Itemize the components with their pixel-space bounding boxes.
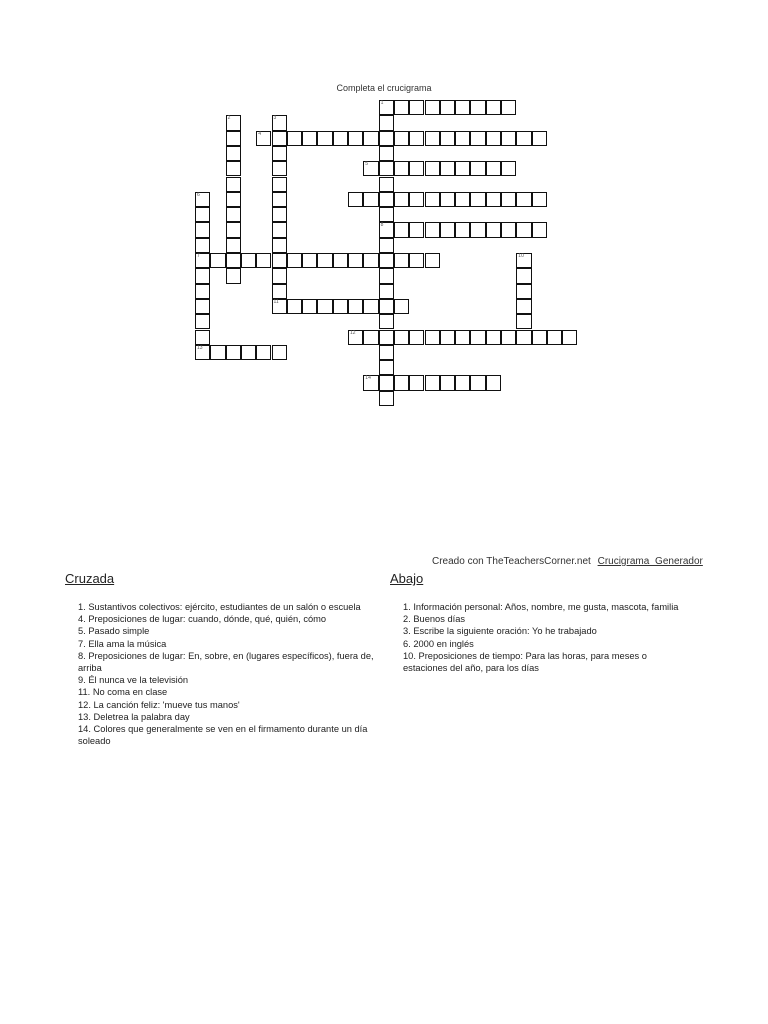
grid-cell[interactable]	[409, 375, 424, 390]
clue-item: 8. Preposiciones de lugar: En, sobre, en (lugares específicos), fuera de, arriba	[78, 650, 374, 674]
grid-cell[interactable]	[425, 375, 440, 390]
grid-cell[interactable]	[195, 192, 210, 207]
grid-cell[interactable]	[425, 253, 440, 268]
grid-cell[interactable]	[272, 177, 287, 192]
clue-item: 3. Escribe la siguiente oración: Yo he trabajado	[403, 626, 597, 637]
clue-number: 7	[197, 253, 200, 259]
grid-cell[interactable]	[272, 268, 287, 283]
grid-cell[interactable]	[226, 253, 241, 268]
grid-cell[interactable]	[470, 161, 485, 176]
clue-item: 4. Preposiciones de lugar: cuando, dónde, qué, quién, cómo	[78, 614, 327, 625]
grid-cell[interactable]	[317, 253, 332, 268]
grid-cell[interactable]	[379, 314, 394, 329]
clue-number: 11	[273, 298, 279, 305]
grid-cell[interactable]	[272, 161, 287, 176]
grid-cell[interactable]	[287, 253, 302, 268]
grid-cell[interactable]	[501, 330, 516, 345]
down-clue-list	[403, 601, 693, 674]
grid-cell[interactable]	[394, 192, 409, 207]
clue-item: 6. 2000 en inglés	[403, 638, 474, 649]
grid-cell[interactable]	[394, 375, 409, 390]
clue-item: 10. Preposiciones de tiempo: Para las horas, para meses o estaciones del año, para los días	[403, 650, 647, 674]
grid-cell[interactable]	[516, 314, 531, 329]
grid-cell[interactable]	[256, 131, 271, 146]
grid-cell[interactable]	[379, 391, 394, 406]
grid-cell[interactable]	[425, 330, 440, 345]
grid-cell[interactable]	[486, 222, 501, 237]
grid-cell[interactable]	[302, 131, 317, 146]
grid-cell[interactable]	[226, 345, 241, 360]
grid-cell[interactable]	[455, 100, 470, 115]
crossword-grid	[0, 0, 768, 420]
clue-item: 1. Información personal: Años, nombre, me gusta, mascota, familia	[403, 602, 679, 612]
grid-cell[interactable]	[394, 131, 409, 146]
grid-cell[interactable]	[272, 284, 287, 299]
grid-cell[interactable]	[302, 253, 317, 268]
grid-cell[interactable]	[302, 299, 317, 314]
grid-cell[interactable]	[226, 207, 241, 222]
clue-number: 10	[518, 253, 524, 259]
grid-cell[interactable]	[455, 222, 470, 237]
grid-cell[interactable]	[470, 100, 485, 115]
grid-cell[interactable]	[272, 238, 287, 253]
grid-cell[interactable]	[394, 253, 409, 268]
grid-cell[interactable]	[272, 146, 287, 161]
grid-cell[interactable]	[226, 161, 241, 176]
grid-cell[interactable]	[226, 268, 241, 283]
clue-item: 14. Colores que generalmente se ven en el firmamento durante un día soleado	[78, 724, 368, 747]
grid-cell[interactable]	[348, 299, 363, 314]
grid-cell[interactable]	[348, 192, 363, 207]
grid-cell[interactable]	[256, 345, 271, 360]
grid-cell[interactable]	[455, 375, 470, 390]
grid-cell[interactable]	[348, 330, 363, 345]
grid-cell[interactable]	[409, 192, 424, 207]
grid-cell[interactable]	[379, 100, 394, 115]
grid-cell[interactable]	[440, 131, 455, 146]
grid-cell[interactable]	[379, 207, 394, 222]
clue-number: 4	[258, 130, 261, 137]
grid-cell[interactable]	[516, 299, 531, 314]
grid-cell[interactable]	[501, 100, 516, 115]
grid-cell[interactable]	[379, 253, 394, 268]
grid-cell[interactable]	[486, 330, 501, 345]
grid-cell[interactable]	[455, 330, 470, 345]
grid-cell[interactable]	[516, 192, 531, 207]
grid-cell[interactable]	[409, 253, 424, 268]
grid-cell[interactable]	[501, 131, 516, 146]
grid-cell[interactable]	[333, 253, 348, 268]
grid-cell[interactable]	[241, 345, 256, 360]
grid-cell[interactable]	[470, 222, 485, 237]
grid-cell[interactable]	[195, 330, 210, 345]
credit-text: Creado con TheTeachersCorner.net	[432, 556, 591, 567]
clue-item: 11. No coma en clase	[78, 687, 168, 698]
grid-cell[interactable]	[379, 268, 394, 283]
grid-cell[interactable]	[379, 161, 394, 176]
clue-number: 6	[197, 191, 200, 198]
grid-cell[interactable]	[394, 299, 409, 314]
grid-cell[interactable]	[210, 253, 225, 268]
grid-cell[interactable]	[195, 314, 210, 329]
grid-cell[interactable]	[425, 161, 440, 176]
grid-cell[interactable]	[363, 330, 378, 345]
grid-cell[interactable]	[195, 299, 210, 314]
grid-cell[interactable]	[516, 330, 531, 345]
grid-cell[interactable]	[379, 299, 394, 314]
grid-cell[interactable]	[425, 222, 440, 237]
grid-cell[interactable]	[455, 192, 470, 207]
grid-cell[interactable]	[516, 222, 531, 237]
grid-cell[interactable]	[226, 146, 241, 161]
grid-cell[interactable]	[486, 161, 501, 176]
grid-cell[interactable]	[195, 238, 210, 253]
grid-cell[interactable]	[210, 345, 225, 360]
grid-cell[interactable]	[256, 253, 271, 268]
grid-cell[interactable]	[501, 192, 516, 207]
grid-cell[interactable]	[532, 131, 547, 146]
grid-cell[interactable]	[226, 192, 241, 207]
grid-cell[interactable]	[195, 284, 210, 299]
across-heading: Cruzada	[65, 571, 115, 586]
grid-cell[interactable]	[348, 131, 363, 146]
clue-item: 2. Buenos días	[403, 614, 466, 625]
grid-cell[interactable]	[379, 360, 394, 375]
clue-item: 5. Pasado simple	[78, 626, 150, 637]
grid-cell[interactable]	[486, 192, 501, 207]
grid-cell[interactable]	[440, 100, 455, 115]
clue-number: 3	[273, 115, 277, 122]
grid-cell[interactable]	[440, 192, 455, 207]
grid-cell[interactable]	[379, 131, 394, 146]
grid-cell[interactable]	[272, 253, 287, 268]
grid-cell[interactable]	[226, 238, 241, 253]
grid-cell[interactable]	[241, 253, 256, 268]
grid-cell[interactable]	[287, 131, 302, 146]
grid-cell[interactable]	[532, 192, 547, 207]
clue-item: 1. Sustantivos colectivos: ejército, estudiantes de un salón o escuela	[78, 602, 361, 612]
grid-cell[interactable]	[516, 131, 531, 146]
clue-item: 13. Deletrea la palabra day	[78, 711, 190, 722]
grid-cell[interactable]	[379, 330, 394, 345]
grid-cell[interactable]	[455, 161, 470, 176]
grid-cell[interactable]	[532, 330, 547, 345]
grid-cell[interactable]	[562, 330, 577, 345]
grid-cell[interactable]	[470, 330, 485, 345]
clue-number: 14	[365, 375, 371, 382]
grid-cell[interactable]	[394, 222, 409, 237]
grid-cell[interactable]	[440, 375, 455, 390]
clue-number: 12	[350, 329, 356, 336]
generator-link[interactable]: Crucigrama Generador	[597, 556, 703, 567]
grid-cell[interactable]	[379, 146, 394, 161]
grid-cell[interactable]	[226, 115, 241, 130]
grid-cell[interactable]	[409, 222, 424, 237]
grid-cell[interactable]	[272, 115, 287, 130]
grid-cell[interactable]	[379, 345, 394, 360]
grid-cell[interactable]	[486, 131, 501, 146]
grid-cell[interactable]	[379, 375, 394, 390]
grid-cell[interactable]	[470, 192, 485, 207]
grid-cell[interactable]	[363, 192, 378, 207]
grid-cell[interactable]	[516, 253, 531, 268]
clue-number: 1	[380, 100, 384, 106]
grid-cell[interactable]	[363, 253, 378, 268]
grid-cell[interactable]	[363, 299, 378, 314]
grid-cell[interactable]	[272, 192, 287, 207]
grid-cell[interactable]	[409, 100, 424, 115]
grid-cell[interactable]	[394, 161, 409, 176]
grid-cell[interactable]	[440, 330, 455, 345]
grid-cell[interactable]	[272, 299, 287, 314]
credit-line	[432, 556, 703, 567]
grid-cell[interactable]	[348, 253, 363, 268]
clue-item: 9. Él nunca ve la televisión	[78, 675, 189, 686]
grid-cell[interactable]	[440, 161, 455, 176]
clue-number: 2	[227, 115, 231, 122]
grid-cell[interactable]	[317, 131, 332, 146]
grid-cell[interactable]	[409, 330, 424, 345]
grid-cell[interactable]	[363, 131, 378, 146]
grid-cell[interactable]	[409, 131, 424, 146]
grid-cell[interactable]	[333, 299, 348, 314]
grid-cell[interactable]	[470, 131, 485, 146]
grid-cell[interactable]	[516, 268, 531, 283]
grid-cell[interactable]	[486, 100, 501, 115]
grid-cell[interactable]	[333, 131, 348, 146]
clue-item: 7. Ella ama la música	[78, 638, 167, 649]
grid-cell[interactable]	[195, 253, 210, 268]
grid-cell[interactable]	[516, 284, 531, 299]
grid-cell[interactable]	[226, 177, 241, 192]
grid-cell[interactable]	[470, 375, 485, 390]
grid-cell[interactable]	[425, 100, 440, 115]
grid-cell[interactable]	[394, 100, 409, 115]
grid-cell[interactable]	[501, 161, 516, 176]
grid-cell[interactable]	[379, 115, 394, 130]
grid-cell[interactable]	[226, 131, 241, 146]
grid-cell[interactable]	[440, 222, 455, 237]
grid-cell[interactable]	[425, 192, 440, 207]
grid-cell[interactable]	[379, 284, 394, 299]
grid-cell[interactable]	[272, 207, 287, 222]
grid-cell[interactable]	[425, 131, 440, 146]
clue-item: 12. La canción feliz: 'mueve tus manos'	[78, 699, 240, 710]
grid-cell[interactable]	[272, 345, 287, 360]
grid-cell[interactable]	[195, 345, 210, 360]
clue-number: 5	[365, 161, 369, 168]
grid-cell[interactable]	[547, 330, 562, 345]
grid-cell[interactable]	[455, 131, 470, 146]
grid-cell[interactable]	[272, 222, 287, 237]
grid-cell[interactable]	[363, 161, 378, 176]
page-title: Completa el crucigrama	[336, 83, 432, 93]
grid-cell[interactable]	[195, 222, 210, 237]
grid-cell[interactable]	[363, 375, 378, 390]
grid-cell[interactable]	[409, 161, 424, 176]
grid-cell[interactable]	[226, 222, 241, 237]
grid-cell[interactable]	[532, 222, 547, 237]
grid-cell[interactable]	[287, 299, 302, 314]
grid-cell[interactable]	[317, 299, 332, 314]
grid-cell[interactable]	[501, 222, 516, 237]
across-clue-list	[78, 601, 378, 747]
clue-number: 8	[380, 222, 384, 229]
down-heading: Abajo	[390, 571, 424, 586]
grid-cell[interactable]	[379, 222, 394, 237]
grid-cell[interactable]	[379, 177, 394, 192]
grid-cell[interactable]	[379, 192, 394, 207]
grid-cell[interactable]	[379, 238, 394, 253]
grid-cell[interactable]	[195, 207, 210, 222]
grid-cell[interactable]	[394, 330, 409, 345]
grid-cell[interactable]	[195, 268, 210, 283]
clue-number: 13	[197, 344, 203, 351]
grid-cell[interactable]	[272, 131, 287, 146]
grid-cell[interactable]	[486, 375, 501, 390]
